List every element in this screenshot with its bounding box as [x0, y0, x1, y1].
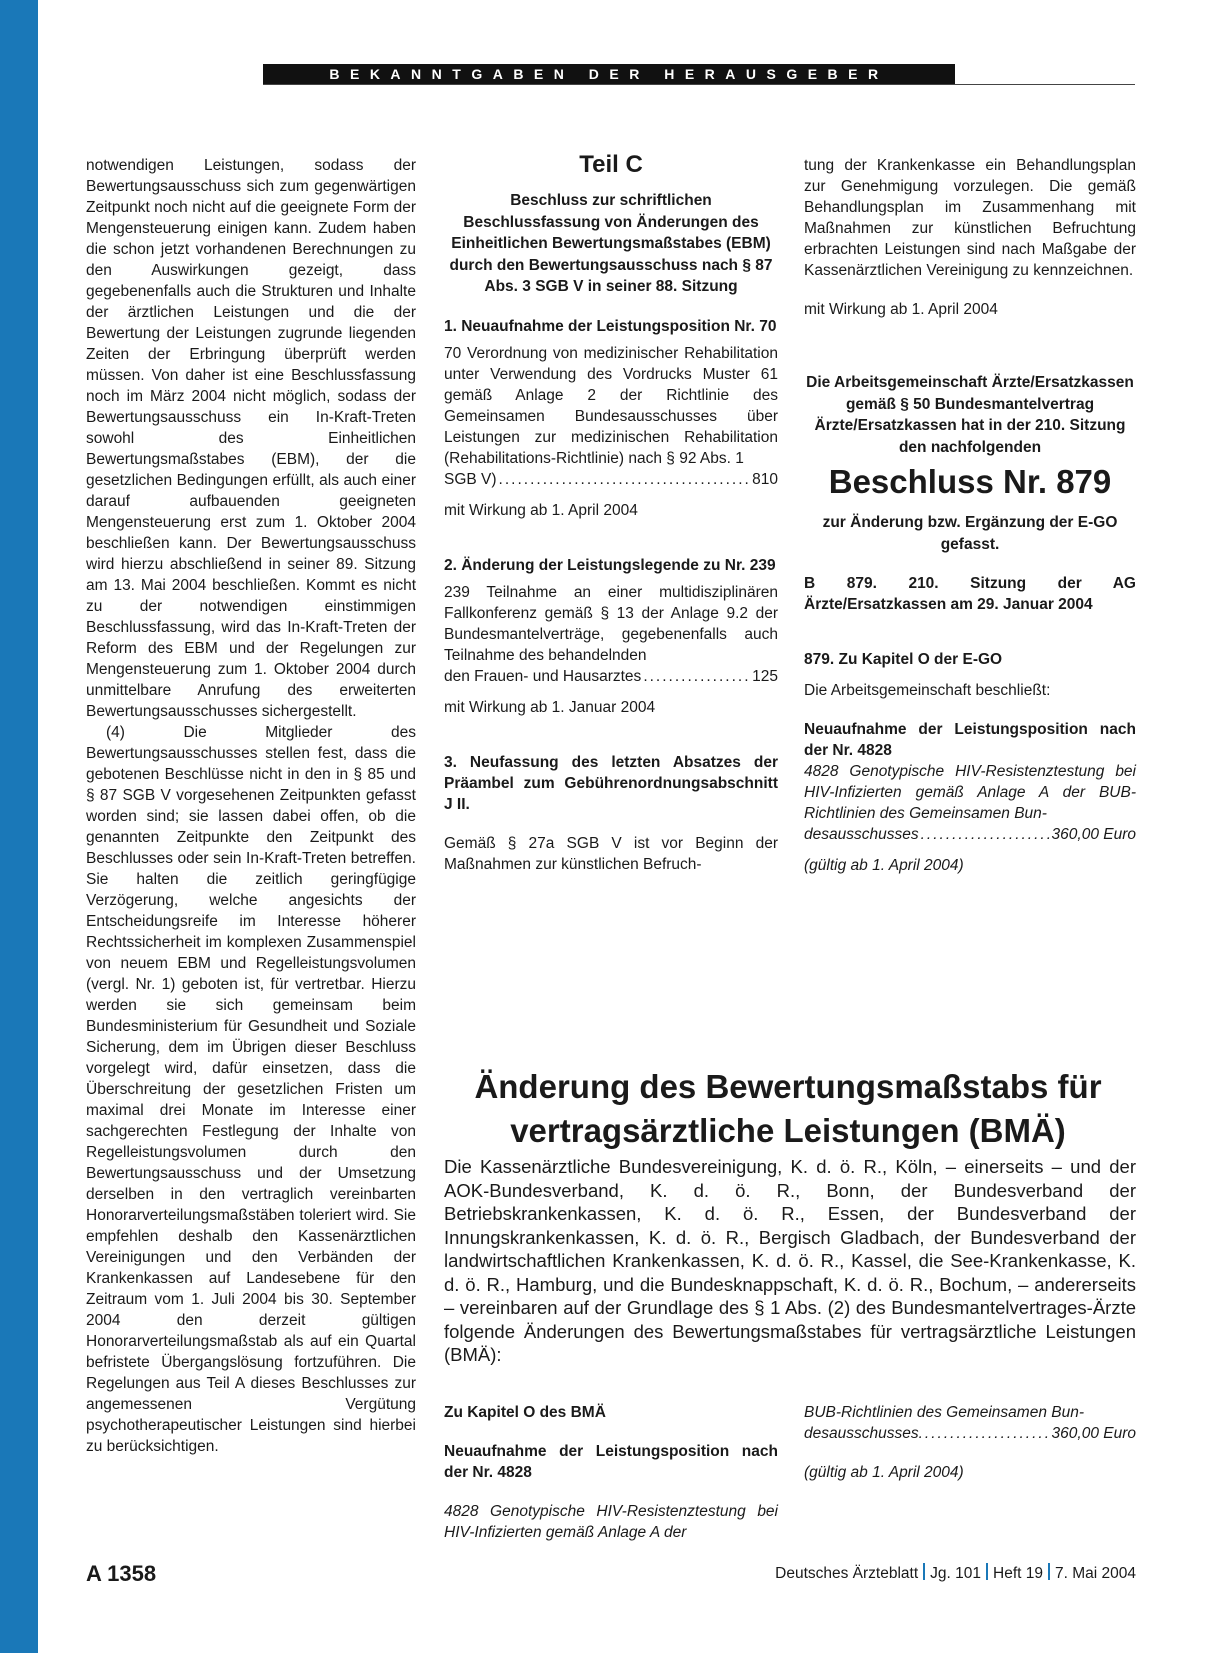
item-4828-valid: (gültig ab 1. April 2004) [804, 857, 964, 874]
citation-separator [986, 1563, 988, 1580]
section-2-heading: 2. Änderung der Leistungslegende zu Nr. 239 [444, 556, 776, 574]
bma-column-left [444, 1402, 778, 1543]
neuaufnahme-heading: Neuaufnahme der Leistungsposition nach der Nr. 4828 [804, 721, 1136, 759]
beschluss-reference: B 879. 210. Sitzung der AG Ärzte/Ersatzkassen am 29. Januar 2004 [804, 575, 1136, 613]
item-4828-last-line: desausschusses [804, 826, 919, 843]
journal-volume: Jg. 101 [930, 1565, 982, 1582]
ag-decides: Die Arbeitsgemeinschaft beschließt: [804, 682, 1051, 699]
teil-heading: Teil C [579, 151, 643, 178]
col3-continuation: tung der Krankenkasse ein Behandlungsplan zur Genehmigung vorzulegen. Die gemäß Behandlungsplan im Zusammenhang mit Maßnahmen zur künstlichen Befruchtung erbrachten Leistungen sind nach Maßgabe der Kassenärztlichen Vereinigung zu kennzeichnen. [804, 157, 1136, 279]
section-1-last-line: SGB V) [444, 470, 497, 488]
page-number: A 1358 [86, 1561, 157, 1586]
section-header-bar: BEKANNTGABEN DER HERAUSGEBER [263, 64, 955, 84]
bma-item-4828-last-line: desausschusses. [804, 1425, 923, 1442]
beschluss-title: Beschluss Nr. 879 [828, 463, 1112, 500]
beschluss-subtitle: zur Änderung bzw. Ergänzung der E-GO gefasst. [822, 514, 1118, 553]
kapitel-heading: 879. Zu Kapitel O der E-GO [804, 651, 1003, 668]
item-4828-value: 360,00 Euro [1051, 826, 1136, 843]
bma-item-4828-text: 4828 Genotypische HIV-Resistenztestung bei HIV-Infizierten gemäß Anlage A der [444, 1503, 778, 1541]
citation-separator [923, 1563, 925, 1580]
item-4828-text: 4828 Genotypische HIV-Resistenztestung bei HIV-Infizierten gemäß Anlage A der BUB-Richtlinien des Gemeinsamen Bun- [804, 763, 1136, 822]
item-4828-value-row [804, 824, 1136, 845]
section-1-value-row [444, 469, 778, 490]
bma-item-4828-cont: BUB-Richtlinien des Gemeinsamen Bun- [804, 1404, 1084, 1421]
bma-column-right [804, 1402, 1136, 1483]
bma-item-4828-value-row [804, 1423, 1136, 1444]
column-middle [444, 150, 778, 875]
left-accent-stripe [0, 0, 38, 1653]
bma-neuaufnahme-heading: Neuaufnahme der Leistungsposition nach der Nr. 4828 [444, 1443, 778, 1481]
section-1-text: 70 Verordnung von medizinischer Rehabilitation unter Verwendung des Vordrucks Muster 61 gemäß Anlage 2 der Richtlinie des Gemeinsamen Bundesausschusses über Leistungen zur medizinischen Rehabilitation (Rehabilitations-Richtlinie) nach § 92 Abs. 1 [444, 344, 778, 467]
journal-date: 7. Mai 2004 [1055, 1565, 1136, 1582]
column-right [804, 155, 1136, 876]
bma-item-4828-value: 360,00 Euro [1051, 1425, 1136, 1442]
section-2-value: 125 [752, 667, 778, 685]
header-rule [263, 84, 1135, 85]
journal-name: Deutsches Ärzteblatt [775, 1565, 919, 1582]
journal-citation [775, 1562, 1136, 1586]
col3-effective: mit Wirkung ab 1. April 2004 [804, 301, 998, 318]
journal-issue: Heft 19 [993, 1565, 1043, 1582]
bma-intro: Die Kassenärztliche Bundesvereinigung, K. d. ö. R., Köln, – einerseits – und der AOK-Bundesverband, K. d. ö. R., Bonn, der Bundesverband der Betriebskrankenkassen, K. d. ö. R., Essen, der Bundesverband der Innungskrankenkassen, K. d. ö. R., Bergisch Gladbach, der Bundesverband der landwirtschaftlichen Krankenkassen, K. d. ö. R., Kassel, die See-Krankenkasse, K. d. ö. R., Hamburg, und die Bundesknappschaft, K. d. ö. R., Bochum, – andererseits – vereinbaren auf der Grundlage des § 1 Abs. (2) des Bundesmantelvertrages-Ärzte folgende Änderungen des Bewertungsmaßstabes für vertragsärztliche Leistungen (BMÄ): [444, 1156, 1136, 1365]
column-left [86, 155, 416, 1457]
section-2-value-row [444, 666, 778, 687]
col1-paragraph-1: notwendigen Leistungen, sodass der Bewertungsausschuss sich zum gegenwärtigen Zeitpunkt noch nicht auf die geeignete Form der Mengensteuerung einigen kann. Zudem haben die schon jetzt vorhandenen Berechnungen zu den Auswirkungen gezeigt, dass gegebenenfalls auch die Strukturen und Inhalte der ärztlichen Leistungen und die der Bewertung der Leistungen zugrunde liegenden Zeiten der Erbringung überprüft werden müssen. Von daher ist eine Beschlussfassung noch im März 2004 nicht möglich, sodass der Bewertungsausschuss ein In-Kraft-Treten sowohl des Einheitlichen Bewertungsmaßstabes (EBM), der die gesetzlichen Bedingungen erfüllt, als auch einer darauf aufbauenden geeigneten Mengensteuerung erst zum 1. Oktober 2004 beschließen kann. Der Bewertungsausschuss wird hierzu abschließend in seiner 89. Sitzung am 13. Mai 2004 beschließen. Kommt es nicht zu der notwendigen einstimmigen Beschlussfassung, wird das In-Kraft-Treten der Reform des EBM und der Regelungen zur Mengensteuerung zum 1. Oktober 2004 durch unmittelbare Anrufung des erweiterten Bewertungsausschusses sichergestellt. [86, 157, 416, 720]
col1-paragraph-2: (4) Die Mitglieder des Bewertungsausschusses stellen fest, dass die gebotenen Beschlüsse nicht in den in § 85 und § 87 SGB V vorgesehenen Zeitpunkten gefasst worden sind; sie lassen dabei offen, ob die genannten Zeitpunkte den Zeitpunkt des Beschlusses oder sein In-Kraft-Treten betreffen. Sie halten die zeitlich geringfügige Verzögerung, welche angesichts der Entscheidungsreife im Interesse höherer Rechtssicherheit im komplexen Zusammenspiel von neuem EBM und Regelleistungsvolumen (vergl. Nr. 1) geboten ist, für vertretbar. Hierzu werden sie sich gemeinsam beim Bundesministerium für Gesundheit und Soziale Sicherung, dem im Übrigen dieser Beschluss vorgelegt wird, dafür einsetzen, dass die Überschreitung der gesetzlichen Fristen um maximal drei Monate im Interesse einer sachgerechten Festlegung der Inhalte von Regelleistungsvolumen durch den Bewertungsausschuss und der Umsetzung derselben in den vertraglich vereinbarten Honorarverteilungsmaßstäben toleriert wird. Sie empfehlen deshalb den Kassenärztlichen Vereinigungen und den Verbänden der Krankenkassen auf Landesebene für den Zeitraum vom 1. Juli 2004 bis 30. September 2004 den derzeit gültigen Honorarverteilungsmaßstab als auf ein Quartal befristete Übergangslösung fortzuführen. Die Regelungen aus Teil A dieses Beschlusses zur angemessenen Vergütung psychotherapeutischer Leistungen sind hierbei zu berücksichtigen. [86, 724, 416, 1455]
bma-kapitel-heading: Zu Kapitel O des BMÄ [444, 1404, 606, 1421]
teil-subtitle: Beschluss zur schriftlichen Beschlussfassung von Änderungen des Einheitlichen Bewertungsmaßstabes (EBM) durch den Bewertungsausschuss nach § 87 Abs. 3 SGB V in seiner 88. Sitzung [449, 192, 773, 295]
section-2-effective: mit Wirkung ab 1. Januar 2004 [444, 698, 656, 716]
citation-separator [1048, 1563, 1050, 1580]
section-1-value: 810 [752, 470, 778, 488]
bma-item-4828-valid: (gültig ab 1. April 2004) [804, 1464, 964, 1481]
ag-intro: Die Arbeitsgemeinschaft Ärzte/Ersatzkassen gemäß § 50 Bundesmantelvertrag Ärzte/Ersatzkassen hat in der 210. Sitzung den nachfolgenden [806, 374, 1134, 456]
section-1-effective: mit Wirkung ab 1. April 2004 [444, 501, 638, 519]
bma-title [440, 1065, 1136, 1153]
section-3-text: Gemäß § 27a SGB V ist vor Beginn der Maßnahmen zur künstlichen Befruch- [444, 834, 778, 873]
section-3-heading: 3. Neufassung des letzten Absatzes der Präambel zum Gebührenordnungsabschnitt J II. [444, 753, 778, 813]
bma-title-line-1: Änderung des Bewertungsmaßstabs für [474, 1068, 1102, 1105]
section-2-text: 239 Teilnahme an einer multidisziplinären Fallkonferenz gemäß § 13 der Anlage 9.2 der Bundesmantelverträge, gegebenenfalls auch Teilnahme des behandelnden [444, 583, 778, 664]
bma-title-line-2: vertragsärztliche Leistungen (BMÄ) [510, 1112, 1066, 1149]
section-2-last-line: den Frauen- und Hausarztes [444, 667, 642, 685]
section-1-heading: 1. Neuaufnahme der Leistungsposition Nr. 70 [444, 317, 777, 335]
